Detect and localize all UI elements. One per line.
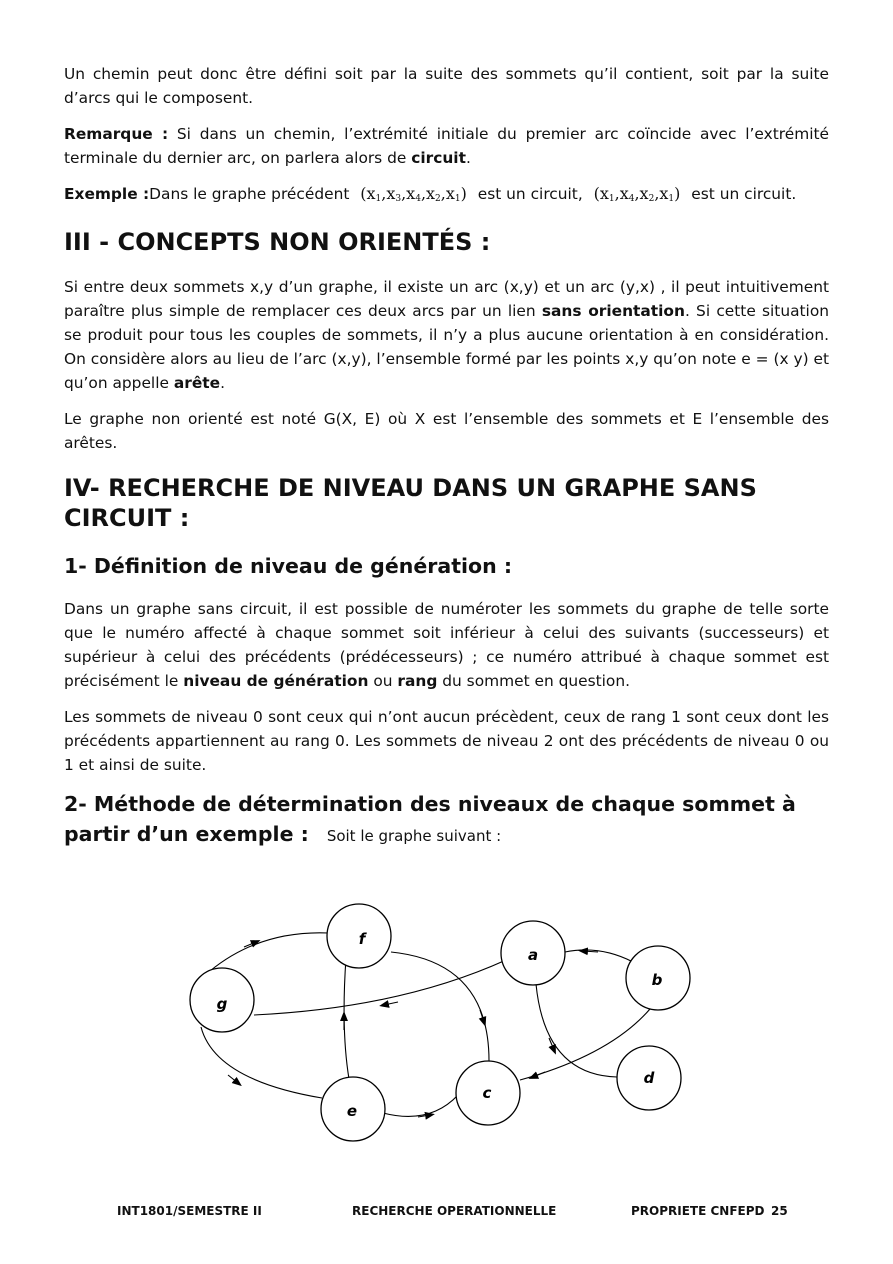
node-label-g: g [216, 995, 228, 1013]
paragraph-niveaux: Les sommets de niveau 0 sont ceux qui n’ont aucun précèdent, ceux de rang 1 sont ceux dont les précédents appartiennent au rang 0. Les sommets de niveau 2 ont des précédents de niveau 0 ou 1 et ainsi de suite. [64, 708, 829, 774]
paragraph-exemple: Exemple :Dans le graphe précédent $(x_1,x_3,x_4,x_2,x_1)$ est un circuit, $(x_1,x_4,x_2,x_1)$ est un circuit. [64, 184, 797, 204]
node-label-b: b [651, 971, 663, 989]
edge-a-d [536, 984, 617, 1077]
footer-right: PROPRIETE CNFEPD [631, 1204, 765, 1218]
remarque-label: Remarque : [64, 125, 169, 143]
edge-g-e [201, 1027, 322, 1098]
heading-definition-niveau: 1- Définition de niveau de génération : [64, 554, 513, 578]
paragraph-remarque: Remarque : Si dans un chemin, l’extrémité initiale du premier arc coïncide avec l’extrémité terminale du dernier arc, on parlera alors de circuit. [64, 125, 829, 167]
heading-concepts-non-orientes: III - CONCEPTS NON ORIENTÉS : [64, 228, 491, 256]
node-label-f: f [358, 930, 366, 948]
node-label-c: c [482, 1084, 492, 1102]
edge-a-g [254, 960, 506, 1015]
edge-f-c [391, 952, 489, 1063]
footer-left: INT1801/SEMESTRE II [117, 1204, 262, 1218]
heading-methode: 2- Méthode de détermination des niveaux de chaque sommet à partir d’un exemple : Soit le graphe suivant : [64, 792, 796, 846]
edge-g-f [210, 933, 329, 971]
paragraph-graphe-non-oriente: Le graphe non orienté est noté G(X, E) où X est l’ensemble des sommets et E l’ensemble des arêtes. [64, 410, 829, 452]
soit-graphe-text: Soit le graphe suivant : [326, 827, 502, 845]
page-number: 25 [771, 1204, 788, 1218]
node-label-d: d [643, 1069, 655, 1087]
node-label-a: a [527, 946, 539, 964]
exemple-label: Exemple : [64, 185, 150, 203]
document-body [64, 62, 829, 867]
sequence-1: $(x_1,x_3,x_4,x_2,x_1)$ [360, 184, 467, 204]
heading-recherche-niveau: IV- RECHERCHE DE NIVEAU DANS UN GRAPHE SANS CIRCUIT : [64, 474, 757, 532]
edge-e-f [344, 958, 349, 1079]
sequence-2: $(x_1,x_4,x_2,x_1)$ [593, 184, 681, 204]
node-label-e: e [346, 1102, 358, 1120]
edge-e-c [383, 1095, 458, 1116]
footer-center: RECHERCHE OPERATIONNELLE [352, 1204, 557, 1218]
graph-diagram [0, 895, 893, 1155]
paragraph-definition: Dans un graphe sans circuit, il est possible de numéroter les sommets du graphe de telle sorte que le numéro affecté à chaque sommet soit inférieur à celui des suivants (successeurs) et supérieur à celui des précédents (prédécesseurs) ; ce numéro attribué à chaque sommet est précisément le niveau de génération ou rang du sommet en question. [64, 600, 829, 690]
paragraph-chemin: Un chemin peut donc être défini soit par la suite des sommets qu’il contient, soit par la suite d’arcs qui le composent. [64, 65, 829, 107]
term-circuit: circuit [411, 149, 466, 167]
paragraph-arete: Si entre deux sommets x,y d’un graphe, il existe un arc (x,y) et un arc (y,x) , il peut intuitivement paraître plus simple de remplacer ces deux arcs par un lien sans orientation. Si cette situation se produit pour tous les couples de sommets, il n’y a plus aucune orientation à en considération. On considère alors au lieu de l’arc (x,y), l’ensemble formé par les points x,y qu’on note e = (x y) et qu’on appelle arête. [64, 278, 829, 392]
edge-b-a [565, 950, 633, 962]
